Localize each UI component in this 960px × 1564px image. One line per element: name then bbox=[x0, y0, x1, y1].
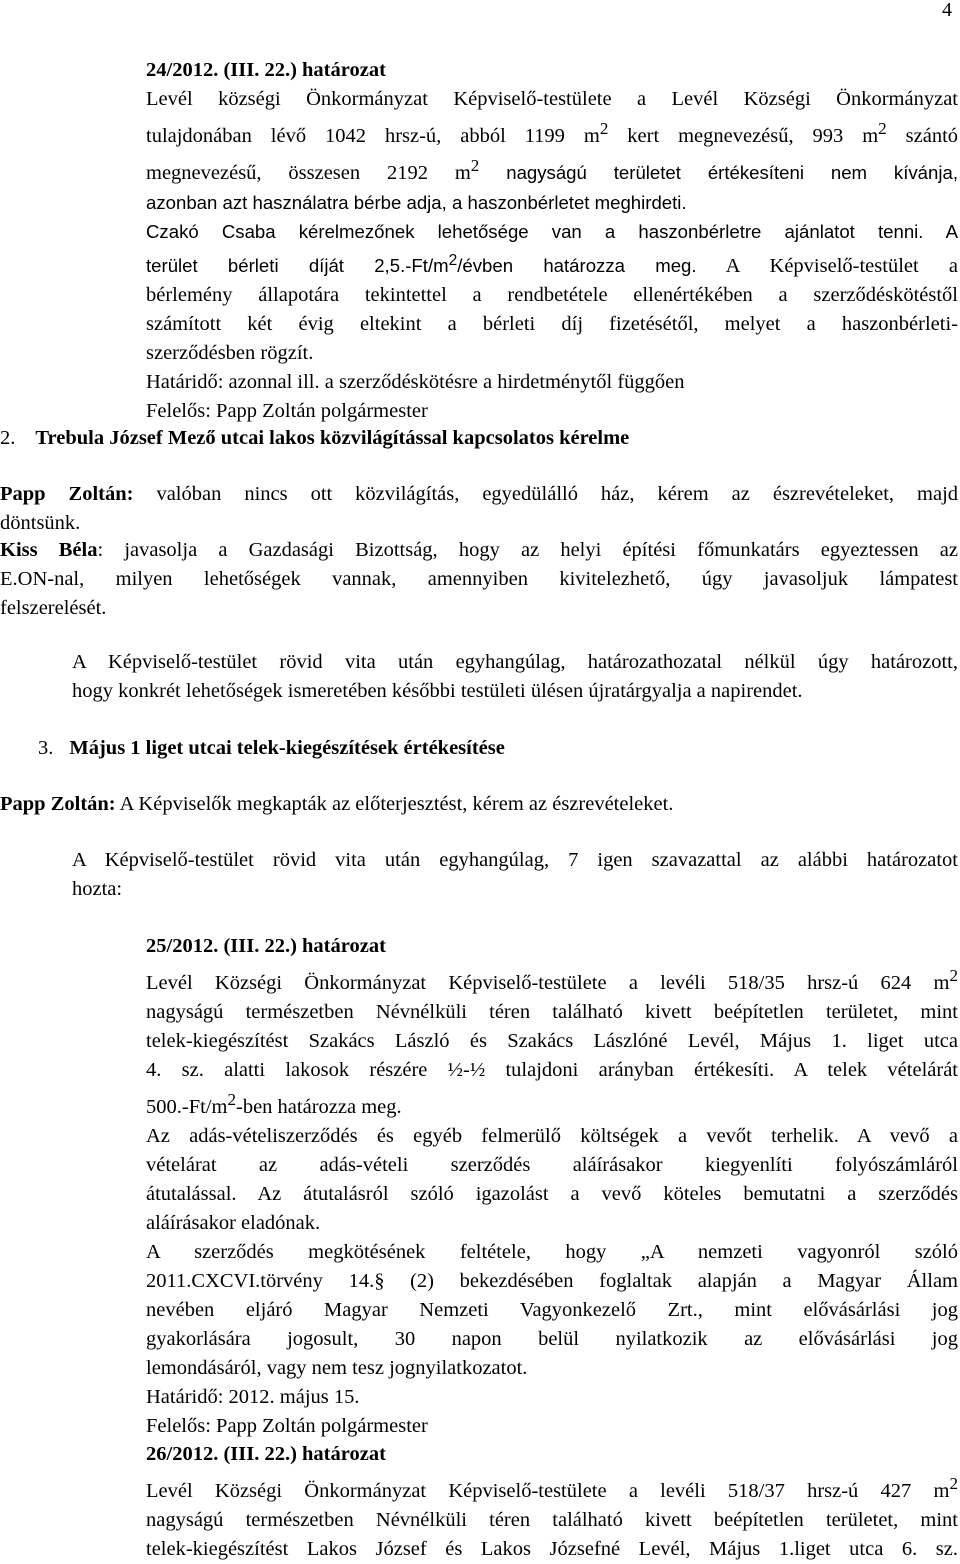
text-line: nagyságú természetben Névnélküli téren található kivett beépítetlen területet, mint bbox=[146, 1000, 958, 1023]
decision-paragraph: A Képviselő-testület rövid vita után egyhangúlag, határozathozatal nélkül úgy határozott, hogy konkrét lehetőségek ismeretében későbbi testületi ülésen újratárgyalja a napirendet. bbox=[72, 651, 958, 702]
text-line: tulajdonában lévő 1042 hrsz-ú, abból 1199 $m^2$ kert megnevezésű, 993 $m^2$ szántó bbox=[146, 119, 959, 147]
speaker-name: Papp Zoltán: bbox=[0, 793, 116, 815]
speaker-paragraph: Kiss Béla: javasolja a Gazdasági Bizottság, hogy az helyi építési főmunkatárs egyeztessen az E.ON-nal, milyen lehetőségek vannak, amennyiben kivitelezhető, úgy javasoljuk lámpatest felszerelését. bbox=[0, 539, 958, 619]
text-line: átutalással. Az átutalásról szóló igazolást a vevő köteles bemutatni a szerződés bbox=[146, 1182, 958, 1205]
text-line: A szerződés megkötésének feltétele, hogy „A nemzeti vagyonról szóló bbox=[146, 1240, 958, 1263]
text-line: számított két évig eltekint a bérleti díj fizetésétől, melyet a haszonbérleti- bbox=[146, 312, 958, 335]
text-line: Levél Községi Önkormányzat Képviselő-testülete a levéli 518/35 hrsz-ú 624 $m^2$ bbox=[146, 966, 958, 994]
text-line: terület bérleti díját $2,5.-Ft/m^2$/évben határozza meg. A Képviselő-testület a bbox=[146, 251, 958, 277]
speaker-name: Papp Zoltán: bbox=[0, 483, 134, 505]
text-line: szerződésben rögzít. bbox=[146, 341, 314, 364]
resolution-title: 24/2012. (III. 22.) határozat bbox=[146, 59, 386, 81]
text-line: bérlemény állapotára tekintettel a rendbetétele ellenértékében a szerződéskötéstől bbox=[146, 283, 958, 306]
text-line: Az adás-vételiszerződés és egyéb felmerülő költségek a vevőt terhelik. A vevő a bbox=[146, 1124, 958, 1147]
speaker-paragraph: Papp Zoltán: valóban nincs ott közvilágítás, egyedülálló ház, kérem az észrevételeket, majd döntsünk. bbox=[0, 483, 959, 534]
deadline: Határidő: azonnal ill. a szerződéskötésre a hirdetménytől függően bbox=[146, 370, 685, 393]
item-number: 2. bbox=[0, 427, 16, 449]
page-number: 4 bbox=[942, 0, 952, 21]
resolution-24 bbox=[146, 56, 958, 426]
resolution-26 bbox=[146, 1440, 958, 1564]
responsible: Felelős: Papp Zoltán polgármester bbox=[146, 399, 428, 422]
item-title: Trebula József Mező utcai lakos közvilágítással kapcsolatos kérelme bbox=[35, 427, 630, 449]
resolution-25 bbox=[146, 932, 958, 1441]
agenda-item-2-heading bbox=[0, 424, 958, 453]
speaker-name: Kiss Béla bbox=[0, 539, 98, 561]
text-line: $500.-Ft/m^2$-ben határozza meg. bbox=[146, 1089, 402, 1118]
vote-paragraph: A Képviselő-testület rövid vita után egyhangúlag, 7 igen szavazattal az alábbi határozatot hozta: bbox=[72, 849, 958, 900]
text-line: 2011.CXCVI.törvény 14.§ (2) bekezdésében foglaltak alapján a Magyar Állam bbox=[146, 1269, 958, 1292]
text-line: Levél Községi Önkormányzat Képviselő-testülete a levéli 518/37 hrsz-ú 427 $m^2$ bbox=[146, 1474, 958, 1502]
resolution-title: 25/2012. (III. 22.) határozat bbox=[146, 935, 386, 957]
text-line: telek-kiegészítést Lakos József és Lakos Józsefné Levél, Május 1.liget utca 6. sz. bbox=[146, 1537, 958, 1560]
text-line: 4. sz. alatti lakosok részére ½-½ tulajdoni arányban értékesíti. A telek vételárát bbox=[146, 1058, 958, 1081]
text-line: megnevezésű, összesen 2192 $m^2$ nagyságú területet értékesíteni nem kívánja, bbox=[146, 155, 958, 184]
text-line: Levél községi Önkormányzat Képviselő-testülete a Levél Községi Önkormányzat bbox=[146, 88, 958, 110]
text-line: nagyságú természetben Névnélküli téren található kivett beépítetlen területet, mint bbox=[146, 1508, 958, 1531]
text-line: gyakorlására jogosult, 30 napon belül nyilatkozik az elővásárlási jog bbox=[146, 1327, 958, 1350]
deadline: Határidő: 2012. május 15. bbox=[146, 1385, 360, 1408]
text-line: nevében eljáró Magyar Nemzeti Vagyonkezelő Zrt., mint elővásárlási jog bbox=[146, 1298, 958, 1321]
text-line: telek-kiegészítést Szakács László és Szakács Lászlóné Levél, Május 1. liget utca bbox=[146, 1029, 958, 1052]
agenda-item-3-heading bbox=[38, 734, 960, 763]
text-line: vételárat az adás-vételi szerződés aláírásakor kiegyenlíti folyószámláról bbox=[146, 1153, 958, 1176]
text-line: aláírásakor eladónak. bbox=[146, 1211, 321, 1234]
speaker-paragraph: Papp Zoltán: A Képviselők megkapták az előterjesztést, kérem az észrevételeket. bbox=[0, 793, 674, 815]
item-title: Május 1 liget utcai telek-kiegészítések értékesítése bbox=[69, 737, 505, 759]
item-number: 3. bbox=[38, 737, 54, 759]
text-line: lemondásáról, vagy nem tesz jognyilatkozatot. bbox=[146, 1356, 528, 1379]
text-line: Czakó Csaba kérelmezőnek lehetősége van a haszonbérletre ajánlatot tenni. A bbox=[146, 220, 958, 242]
responsible: Felelős: Papp Zoltán polgármester bbox=[146, 1414, 428, 1437]
resolution-title: 26/2012. (III. 22.) határozat bbox=[146, 1443, 386, 1465]
text-line: azonban azt használatra bérbe adja, a haszonbérletet meghirdeti. bbox=[146, 191, 687, 213]
